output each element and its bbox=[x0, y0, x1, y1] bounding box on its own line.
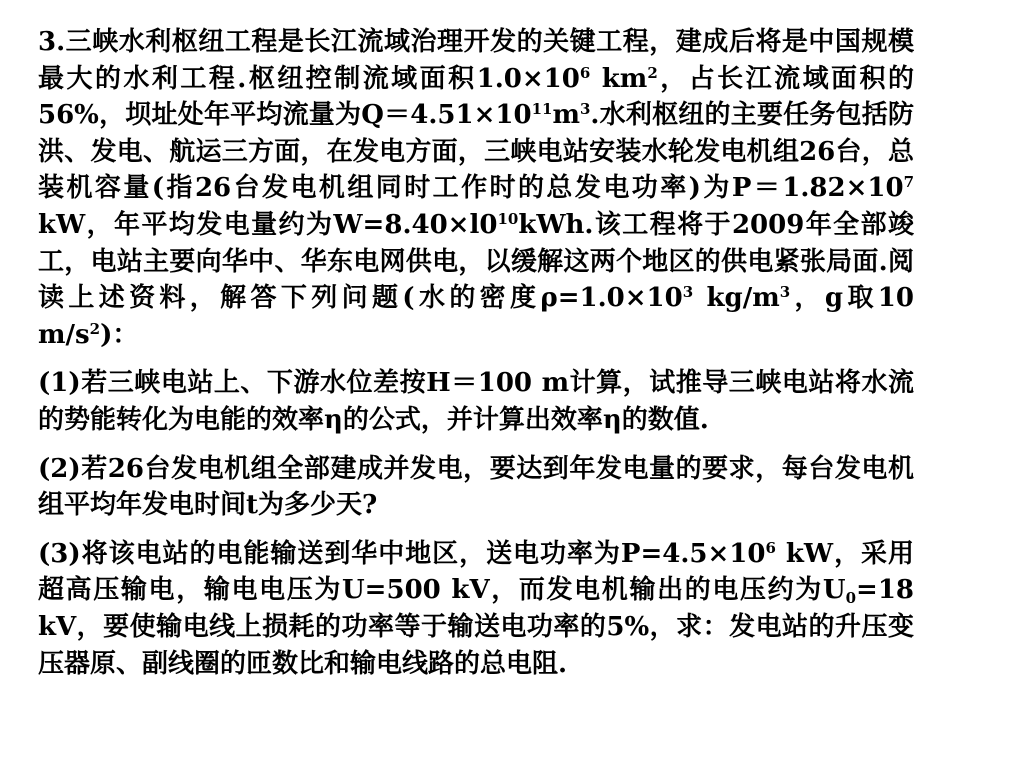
intro-text: km bbox=[590, 63, 648, 94]
question-3 bbox=[38, 536, 914, 682]
exponent: 6 bbox=[765, 538, 776, 557]
intro-text: 3.三峡水利枢纽工程是长江流域治理开发的关键工程，建成后将是中国规模最大的水利工程.枢纽控制流域面积1.0×10 bbox=[38, 27, 914, 94]
subscript: 0 bbox=[845, 589, 857, 608]
exponent: 3 bbox=[682, 283, 694, 302]
exponent: 6 bbox=[579, 63, 591, 82]
intro-text: m bbox=[552, 100, 580, 131]
question-2: (2)若26台发电机组全部建成并发电，要达到年发电量的要求，每台发电机组平均年发电时间t为多少天? bbox=[38, 453, 914, 521]
intro-text: kWh.该工程将于2009年全部竣工，电站主要向华中、华东电网供电，以缓解这两个地区的供电紧张局面.阅读上述资料，解答下列问题(水的密度ρ=1.0×10 bbox=[38, 209, 914, 314]
exponent: 2 bbox=[647, 63, 658, 82]
intro-text: )： bbox=[100, 319, 139, 350]
intro-text: ，g取10 m/s bbox=[38, 283, 914, 350]
intro-text: kW，年平均发电量约为W=8.40×l0 bbox=[38, 209, 498, 240]
intro-text: kg/m bbox=[693, 283, 780, 314]
question-3-text: =18 kV，要使输电线上损耗的功率等于输送电功率的5%，求：发电站的升压变压器原、副线圈的匝数比和输电线路的总电阻. bbox=[38, 575, 914, 679]
exponent: 2 bbox=[89, 319, 101, 338]
exponent: 3 bbox=[779, 283, 791, 302]
question-3-text: (3)将该电站的电能输送到华中地区，送电功率为P=4.5×10 bbox=[38, 538, 766, 569]
question-1: (1)若三峡电站上、下游水位差按H＝100 m计算，试推导三峡电站将水流的势能转化为电能的效率η的公式，并计算出效率η的数值. bbox=[38, 368, 914, 435]
exponent: 3 bbox=[579, 100, 591, 119]
exponent: 11 bbox=[531, 100, 553, 119]
intro-text: ，占长江流域面积的56%，坝址处年平均流量为Q＝4.51×10 bbox=[38, 63, 914, 131]
problem-intro bbox=[38, 24, 914, 353]
question-3-text: kW，采用超高压输电，输电电压为U=500 kV，而发电机输出的电压约为U bbox=[38, 538, 914, 606]
exponent: 7 bbox=[903, 173, 914, 192]
intro-text: .水利枢纽的主要任务包括防洪、发电、航运三方面，在发电方面，三峡电站安装水轮发电机组26台，总装机容量(指26台发电机组同时工作时的总发电功率)为P＝1.82×10 bbox=[38, 100, 914, 204]
exponent: 10 bbox=[497, 209, 519, 228]
